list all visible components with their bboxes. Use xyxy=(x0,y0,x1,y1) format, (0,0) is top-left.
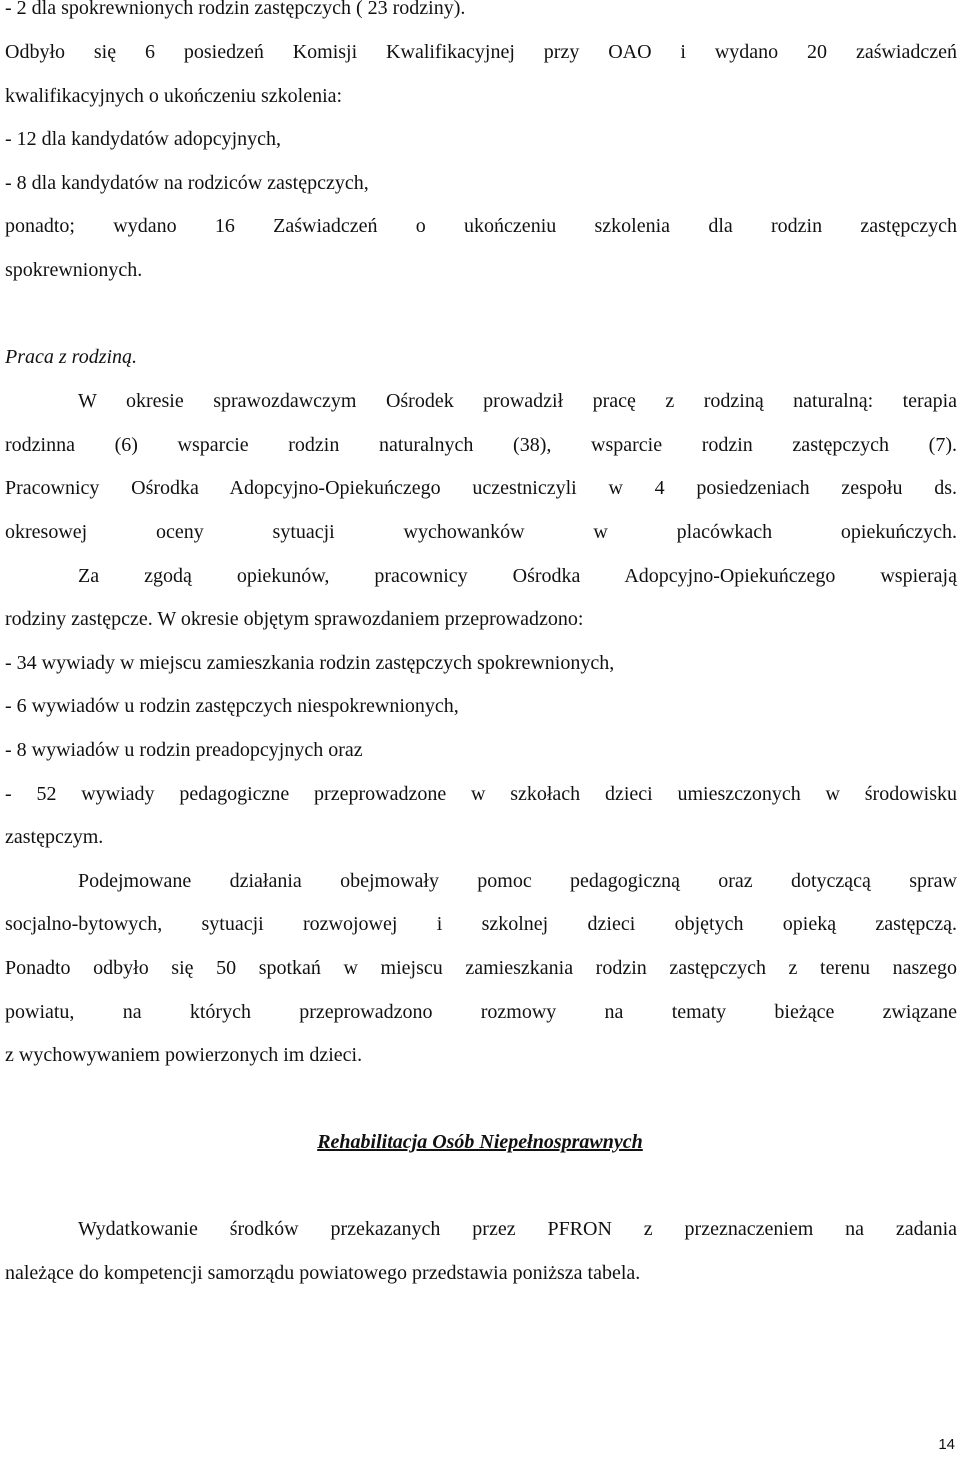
text-line: Podejmowane działania obejmowały pomoc pedagogiczną oraz dotyczącą spraw xyxy=(78,870,957,892)
text-line: Ponadto odbyło się 50 spotkań w miejscu zamieszkania rodzin zastępczych z terenu naszego xyxy=(5,957,957,979)
text-line: zastępczym. xyxy=(5,826,104,848)
text-line: - 8 dla kandydatów na rodziców zastępczych, xyxy=(5,172,369,194)
text-line: spokrewnionych. xyxy=(5,259,143,281)
text-line: z wychowywaniem powierzonych im dzieci. xyxy=(5,1044,363,1066)
list-item: - 52 wywiady pedagogiczne przeprowadzone w szkołach dzieci umieszczonych w środowisku xyxy=(5,783,957,805)
text-line: rodzinna (6) wsparcie rodzin naturalnych (38), wsparcie rodzin zastępczych (7). xyxy=(5,434,957,456)
text-line: Pracownicy Ośrodka Adopcyjno-Opiekuńczego uczestniczyli w 4 posiedzeniach zespołu ds. xyxy=(5,477,957,499)
text-line: socjalno-bytowych, sytuacji rozwojowej i szkolnej dzieci objętych opieką zastępczą. xyxy=(5,913,957,935)
subsection-title: Praca z rodziną. xyxy=(5,346,138,368)
list-item: - 34 wywiady w miejscu zamieszkania rodzin zastępczych spokrewnionych, xyxy=(5,652,615,674)
text-line: - 2 dla spokrewnionych rodzin zastępczych ( 23 rodziny). xyxy=(5,0,466,19)
text-line: kwalifikacyjnych o ukończeniu szkolenia: xyxy=(5,85,343,107)
list-item: - 6 wywiadów u rodzin zastępczych niespokrewnionych, xyxy=(5,695,459,717)
text-line: okresowej oceny sytuacji wychowanków w placówkach opiekuńczych. xyxy=(5,521,957,543)
text-line: należące do kompetencji samorządu powiatowego przedstawia poniższa tabela. xyxy=(5,1262,641,1284)
section-heading: Rehabilitacja Osób Niepełnosprawnych xyxy=(317,1131,643,1153)
text-line: ponadto; wydano 16 Zaświadczeń o ukończeniu szkolenia dla rodzin zastępczych xyxy=(5,215,957,237)
text-line: Odbyło się 6 posiedzeń Komisji Kwalifikacyjnej przy OAO i wydano 20 zaświadczeń xyxy=(5,41,957,63)
text-line: W okresie sprawozdawczym Ośrodek prowadził pracę z rodziną naturalną: terapia xyxy=(78,390,957,412)
page-number: 14 xyxy=(938,1436,955,1453)
text-line: powiatu, na których przeprowadzono rozmowy na tematy bieżące związane xyxy=(5,1001,957,1023)
text-line: Za zgodą opiekunów, pracownicy Ośrodka Adopcyjno-Opiekuńczego wspierają xyxy=(78,565,957,587)
text-line: Wydatkowanie środków przekazanych przez PFRON z przeznaczeniem na zadania xyxy=(78,1218,957,1240)
text-line: rodziny zastępcze. W okresie objętym sprawozdaniem przeprowadzono: xyxy=(5,608,584,630)
text-line: - 12 dla kandydatów adopcyjnych, xyxy=(5,128,282,150)
list-item: - 8 wywiadów u rodzin preadopcyjnych oraz xyxy=(5,739,363,761)
